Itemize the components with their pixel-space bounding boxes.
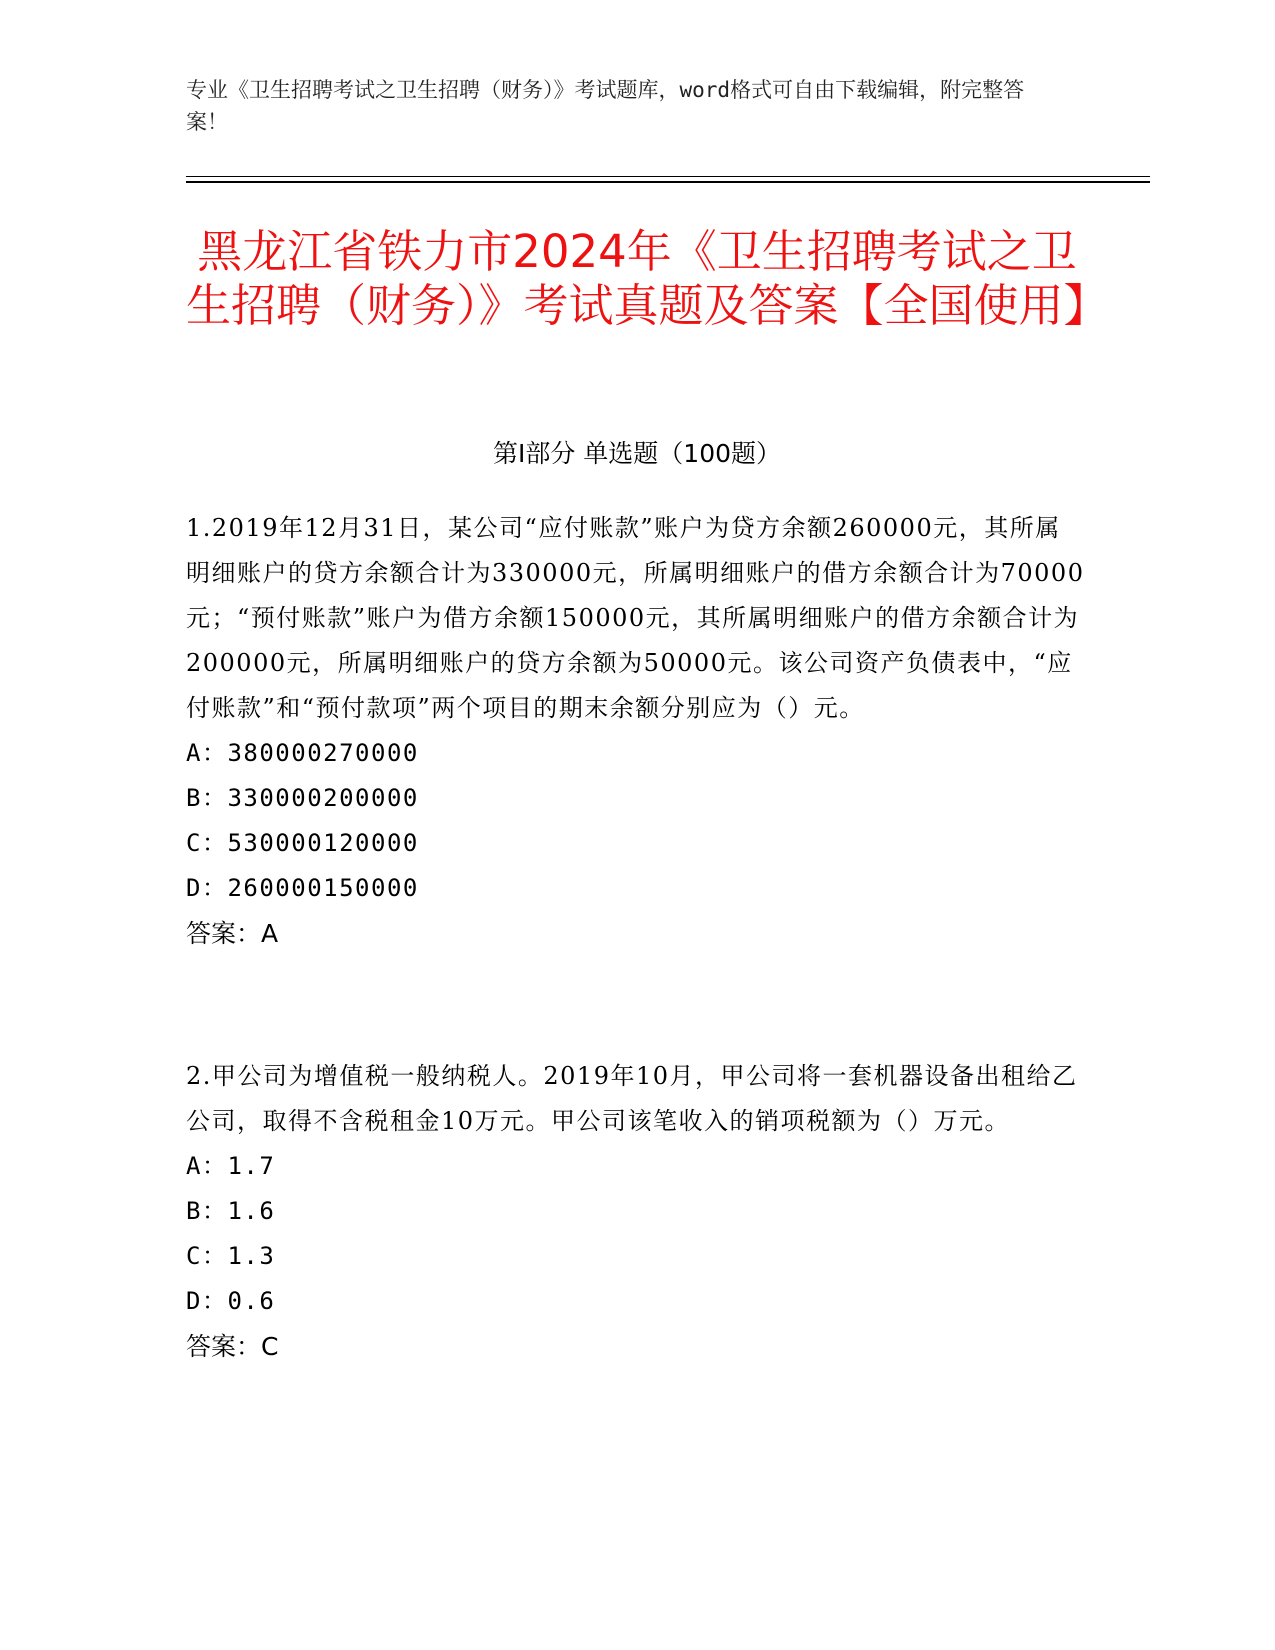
document-title: 黑龙江省铁力市2024年《卫生招聘考试之卫生招聘（财务）》考试真题及答案【全国使用】 (186, 225, 1109, 332)
option-c: C：530000120000 (186, 829, 419, 857)
answer: 答案：A (186, 919, 279, 948)
option-d: D：260000150000 (186, 874, 419, 902)
option-d: D：0.6 (186, 1287, 276, 1315)
answer: 答案：C (186, 1332, 279, 1361)
question-stem: 2.甲公司为增值税一般纳税人。2019年10月，甲公司将一套机器设备出租给乙公司，取得不含税租金10万元。甲公司该笔收入的销项税额为（）万元。 (186, 1062, 1078, 1135)
option-a: A：1.7 (186, 1152, 276, 1180)
question-2 (186, 1054, 1086, 1369)
option-c: C：1.3 (186, 1242, 276, 1270)
option-a: A：380000270000 (186, 739, 419, 767)
option-b: B：330000200000 (186, 784, 419, 812)
option-b: B：1.6 (186, 1197, 276, 1225)
header-divider-thin (186, 176, 1150, 177)
header-note: 专业《卫生招聘考试之卫生招聘（财务）》考试题库，word格式可自由下载编辑，附完整答案！ (186, 78, 1025, 134)
question-stem: 1.2019年12月31日，某公司“应付账款”账户为贷方余额260000元，其所属明细账户的贷方余额合计为330000元，所属明细账户的借方余额合计为70000元；“预付账款”账户为借方余额150000元，其所属明细账户的借方余额合计为200000元，所属明细账户的贷方余额为50000元。该公司资产负债表中，“应付账款”和“预付款项”两个项目的期末余额分别应为（）元。 (186, 514, 1085, 722)
header-divider-thick (186, 181, 1150, 183)
question-1 (186, 506, 1086, 956)
section-heading: 第I部分 单选题（100题） (492, 439, 782, 468)
